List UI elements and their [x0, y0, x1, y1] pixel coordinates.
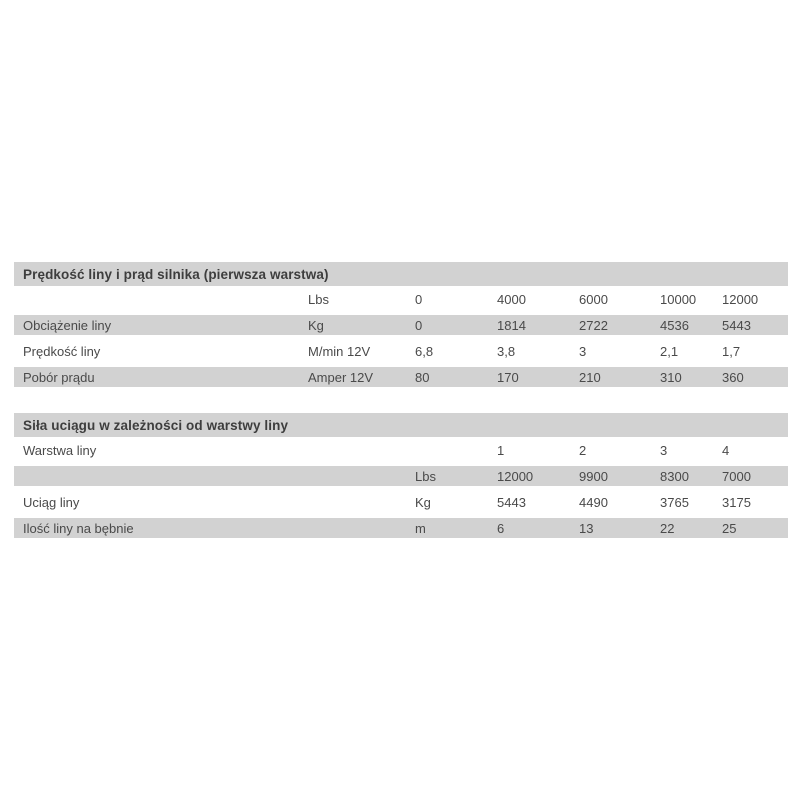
cell-value: 8300	[658, 463, 720, 489]
cell-value: 5443	[495, 489, 577, 515]
cell-value: 360	[720, 364, 788, 390]
row-label: Uciąg liny	[14, 489, 413, 515]
cell-value: 3	[577, 338, 658, 364]
cell-value: 0	[413, 286, 495, 312]
table-row-lbs	[14, 463, 788, 489]
cell-value: 12000	[495, 463, 577, 489]
cell-value: 2,1	[658, 338, 720, 364]
table-title: Siła uciągu w zależności od warstwy liny	[14, 413, 788, 437]
cell-value: 7000	[720, 463, 788, 489]
row-unit: m	[413, 515, 495, 541]
row-unit: Lbs	[413, 463, 495, 489]
cell-value: 310	[658, 364, 720, 390]
cell-value: 6000	[577, 286, 658, 312]
cell-value: 80	[413, 364, 495, 390]
cell-value: 1	[495, 437, 577, 463]
table-row-current-draw	[14, 364, 788, 390]
table-row-pull	[14, 489, 788, 515]
cell-value: 4000	[495, 286, 577, 312]
cell-value: 4	[720, 437, 788, 463]
cell-value: 3	[658, 437, 720, 463]
table-pulling-force-by-layer	[14, 413, 788, 541]
table-row-load	[14, 312, 788, 338]
cell-value: 1814	[495, 312, 577, 338]
cell-value: 4536	[658, 312, 720, 338]
cell-value: 3765	[658, 489, 720, 515]
row-unit: Kg	[306, 312, 413, 338]
row-label	[14, 286, 306, 312]
row-unit: Kg	[413, 489, 495, 515]
row-label	[14, 463, 413, 489]
cell-value: 9900	[577, 463, 658, 489]
cell-value: 6,8	[413, 338, 495, 364]
cell-value: 2722	[577, 312, 658, 338]
cell-value: 3,8	[495, 338, 577, 364]
table-title-row	[14, 262, 788, 286]
cell-value: 0	[413, 312, 495, 338]
row-label: Pobór prądu	[14, 364, 306, 390]
table-title-row	[14, 413, 788, 437]
cell-value: 170	[495, 364, 577, 390]
row-label: Obciążenie liny	[14, 312, 306, 338]
cell-value: 13	[577, 515, 658, 541]
row-label: Prędkość liny	[14, 338, 306, 364]
table-row-rope-on-drum	[14, 515, 788, 541]
row-label: Ilość liny na bębnie	[14, 515, 413, 541]
cell-value: 10000	[658, 286, 720, 312]
table-line-speed-and-current	[14, 262, 788, 390]
table-title: Prędkość liny i prąd silnika (pierwsza warstwa)	[14, 262, 788, 286]
cell-value: 22	[658, 515, 720, 541]
row-unit: Amper 12V	[306, 364, 413, 390]
row-unit	[413, 437, 495, 463]
cell-value: 3175	[720, 489, 788, 515]
cell-value: 5443	[720, 312, 788, 338]
row-label: Warstwa liny	[14, 437, 413, 463]
cell-value: 6	[495, 515, 577, 541]
cell-value: 25	[720, 515, 788, 541]
cell-value: 4490	[577, 489, 658, 515]
table-row-lbs	[14, 286, 788, 312]
row-unit: M/min 12V	[306, 338, 413, 364]
cell-value: 2	[577, 437, 658, 463]
cell-value: 210	[577, 364, 658, 390]
cell-value: 12000	[720, 286, 788, 312]
table-row-rope-layer	[14, 437, 788, 463]
table-row-speed	[14, 338, 788, 364]
row-unit: Lbs	[306, 286, 413, 312]
cell-value: 1,7	[720, 338, 788, 364]
